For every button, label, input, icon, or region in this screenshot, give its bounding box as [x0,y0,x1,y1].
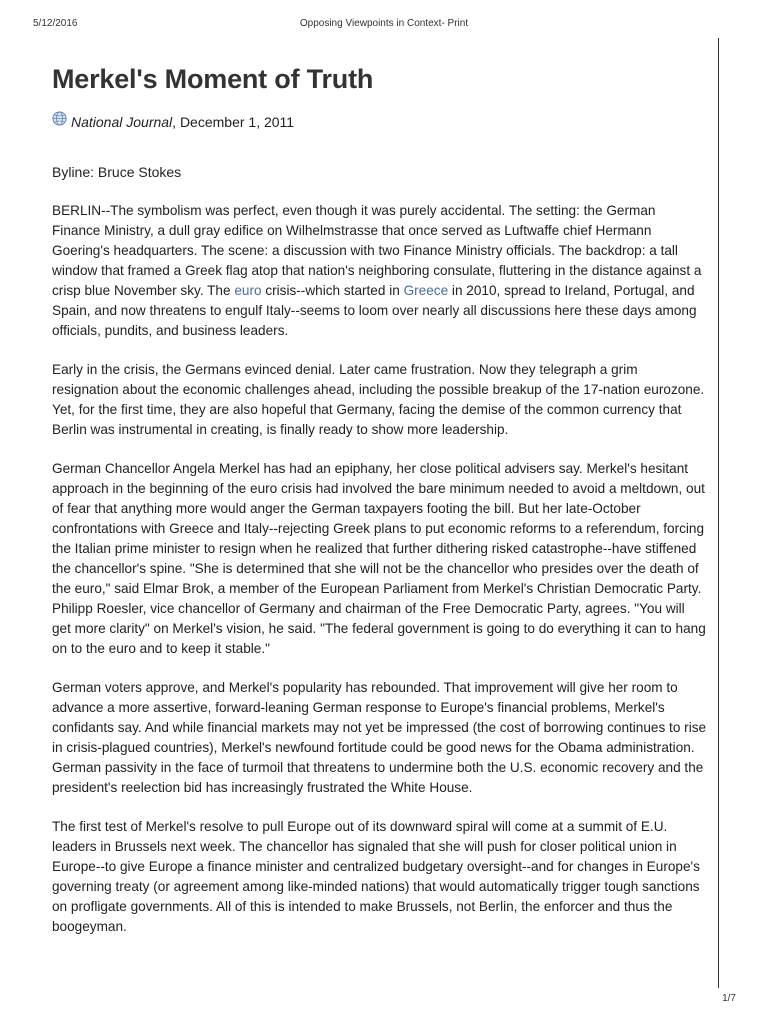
page-number: 1/7 [722,993,736,1004]
publication-name: National Journal [71,114,173,130]
article [52,62,707,951]
page-divider [718,38,719,988]
paragraph: The first test of Merkel's resolve to pull Europe out of its downward spiral will come at a summit of E.U. leaders in Brussels next week. The chancellor has signaled that she will push for closer political union in Europe--to give Europe a finance minister and centralized budgetary oversight--and for changes in Europe's governing treaty (or agreement among like-minded nations) that would automatically trigger tough sanctions on profligate governments. All of this is intended to make Brussels, not Berlin, the enforcer and thus the boogeyman. [52,819,700,934]
globe-icon[interactable] [52,111,67,126]
print-header [0,18,768,34]
article-body [52,201,707,937]
byline: Byline: Bruce Stokes [52,164,182,180]
paragraph: German voters approve, and Merkel's popularity has rebounded. That improvement will give her room to advance a more assertive, forward-leaning German response to Europe's financial problems, Merkel's confidants say. And while financial markets may not yet be impressed (the cost of borrowing continues to rise in crisis-plagued countries), Merkel's newfound fortitude could be good news for the Obama administration. German passivity in the face of turmoil that threatens to undermine both the U.S. economic recovery and the president's reelection bid has increasingly frustrated the White House. [52,680,707,795]
paragraph: German Chancellor Angela Merkel has had an epiphany, her close political advisers say. Merkel's hesitant approach in the beginning of the euro crisis had involved the bare minimum needed to avoid a meltdown, out of fear that anything more would anger the German taxpayers footing the bill. But her late-October confrontations with Greece and Italy--rejecting Greek plans to put economic reforms to a referendum, forcing the Italian prime minister to resign when he realized that further dithering risked catastrophe--have stiffened the chancellor's spine. "She is determined that she will not be the chancellor who presides over the death of the euro," said Elmar Brok, a member of the European Parliament from Merkel's Christian Democratic Party. Philipp Roesler, vice chancellor of Germany and chairman of the Free Democratic Party, agrees. "You will get more clarity" on Merkel's vision, he said. "The federal government is going to do everything it can to hang on to the euro and to keep it stable." [52,461,706,656]
article-title: Merkel's Moment of Truth [52,64,374,94]
print-title: Opposing Viewpoints in Context- Print [299,18,469,29]
greece-link[interactable]: Greece [403,283,449,298]
paragraph: Early in the crisis, the Germans evinced denial. Later came frustration. Now they telegraph a grim resignation about the economic challenges ahead, including the possible breakup of the 17-nation eurozone. Yet, for the first time, they are also hopeful that Germany, facing the demise of the common currency that Berlin was instrumental in creating, is finally ready to show more leadership. [52,362,705,437]
publication-date: , December 1, 2011 [172,114,295,130]
paragraph: BERLIN--The symbolism was perfect, even though it was purely accidental. The setting: the German Finance Ministry, a dull gray edifice on Wilhelmstrasse that once served as Luftwaffe chief Hermann Goering's headquarters. The scene: a discussion with two Finance Ministry officials. The backdrop: a tall window that framed a Greek flag atop that nation's neighboring consulate, fluttering in the distance against a crisp blue November sky. The euro crisis--which started in Greece in 2010, spread to Ireland, Portugal, and Spain, and now threatens to engulf Italy--seems to loom over nearly all discussions here these days among officials, pundits, and business leaders. [52,203,702,338]
source-line [52,112,707,132]
euro-link[interactable]: euro [234,283,262,298]
print-date: 5/12/2016 [33,18,78,29]
